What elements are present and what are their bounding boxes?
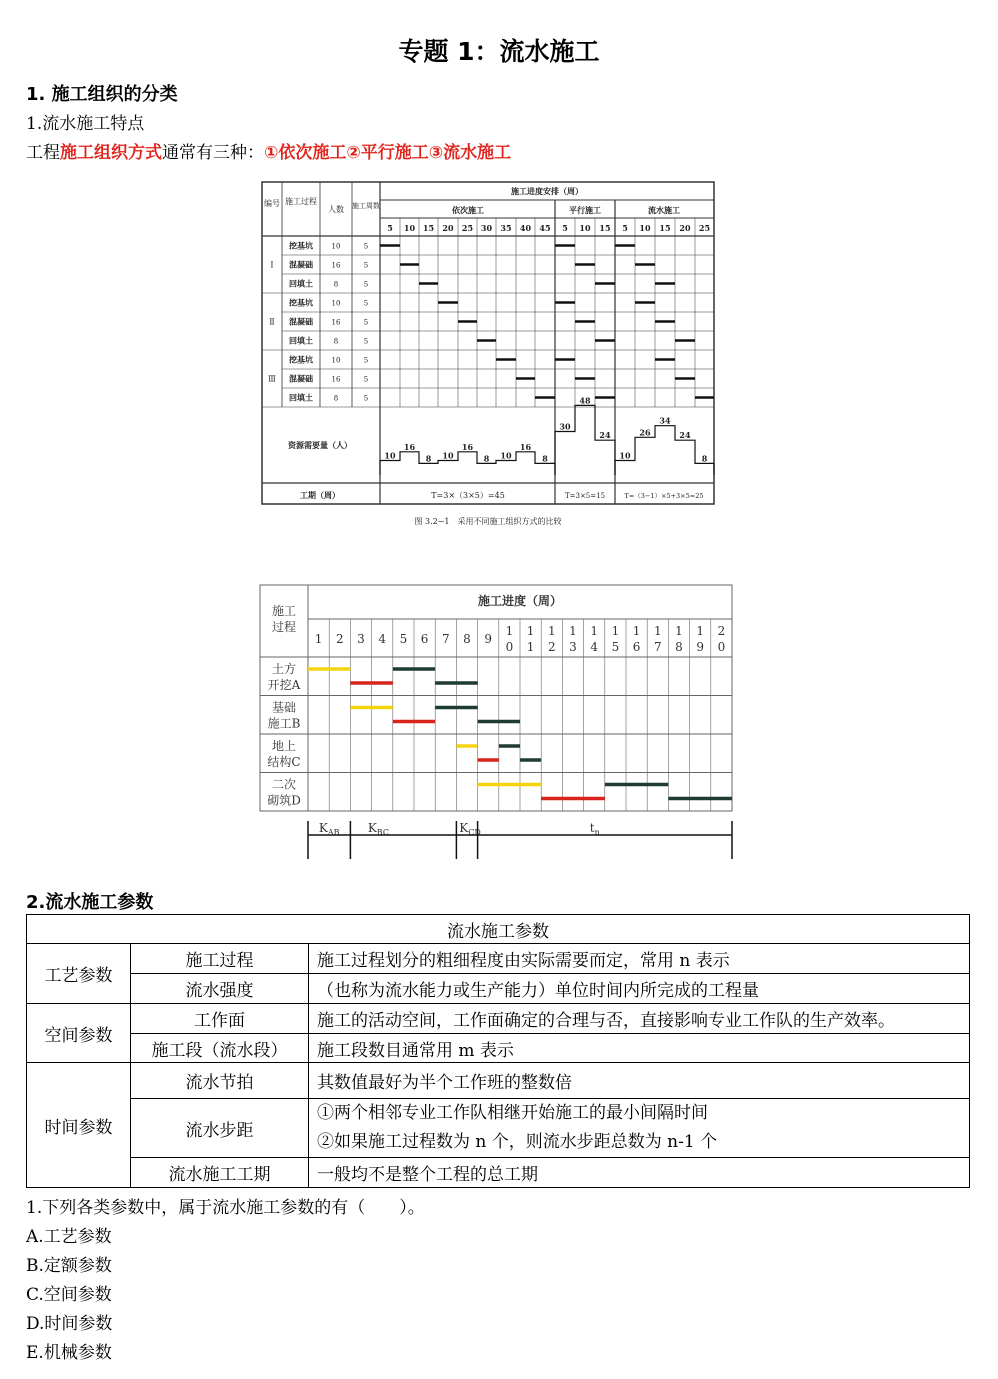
header-process: 施工过程 [285, 197, 317, 206]
header-weeks: 施工周数 [352, 202, 380, 210]
line-red-term: 施工组织方式 [60, 143, 162, 163]
tick-label: 5 [562, 223, 568, 233]
section1-heading: 1. 施工组织的分类 [26, 84, 178, 105]
week-label: 5 [611, 640, 620, 654]
resource-value: 48 [579, 395, 591, 406]
tn-label: $t_n$ [589, 821, 600, 837]
group-label: Ⅲ [268, 374, 276, 384]
week-label: 1 [675, 624, 683, 638]
tick-label: 5 [387, 223, 393, 233]
tick-label: 15 [422, 223, 435, 233]
option-c: C.空间参数 [26, 1285, 112, 1305]
option-a: A.工艺参数 [26, 1227, 112, 1247]
period-label: 工期（周） [300, 490, 340, 500]
row-weeks: 5 [363, 280, 369, 289]
week-label: 1 [526, 624, 535, 638]
row-weeks: 5 [363, 299, 369, 308]
resource-value: 24 [599, 430, 611, 441]
week-label: 1 [569, 624, 577, 638]
param-desc: 一般均不是整个工程的总工期 [309, 1158, 970, 1188]
resource-hist-parallel [555, 405, 615, 475]
param-name: 施工段（流水段） [131, 1034, 309, 1063]
resource-value: 34 [659, 415, 671, 426]
tick-label: 45 [539, 223, 551, 233]
params-table [26, 914, 970, 1188]
line-prefix: 工程 [26, 143, 60, 163]
section1-sub: 1.流水施工特点 [26, 114, 145, 134]
week-label: 1 [526, 640, 535, 654]
tick-label: 30 [480, 223, 493, 233]
group-craft: 工艺参数 [27, 944, 131, 1004]
step-line-2: ②如果施工过程数为 n 个，则流水步距总数为 n-1 个 [317, 1132, 718, 1152]
row-weeks: 5 [363, 261, 369, 270]
week-label: 2 [717, 624, 726, 638]
group-space: 空间参数 [27, 1004, 131, 1063]
step-line-1: ①两个相邻专业工作队相继开始施工的最小间隔时间 [317, 1103, 708, 1123]
page-title: 专题 1：流水施工 [398, 37, 600, 66]
tick-label: 5 [622, 223, 628, 233]
row-people: 10 [331, 299, 341, 308]
period-parallel: T=3×5=15 [564, 492, 606, 500]
group-time: 时间参数 [27, 1063, 131, 1188]
row-label-2: 施工B [267, 716, 301, 731]
resource-value: 8 [483, 453, 490, 464]
param-desc: 施工的活动空间，工作面确定的合理与否，直接影响专业工作队的生产效率。 [309, 1004, 970, 1034]
period-sequential: T=3×（3×5）=45 [431, 491, 505, 500]
option-e: E.机械参数 [26, 1343, 112, 1363]
week-label: 1 [505, 624, 514, 638]
week-label: 2 [335, 632, 344, 646]
group-parallel: 平行施工 [569, 205, 601, 215]
param-desc-multi [309, 1099, 970, 1158]
resource-value: 26 [639, 427, 651, 438]
header-process-2: 过程 [271, 620, 297, 634]
tick-label: 25 [698, 223, 711, 233]
resource-value: 10 [619, 450, 631, 461]
week-label: 1 [653, 624, 662, 638]
option-d: D.时间参数 [26, 1314, 113, 1334]
param-name: 流水施工工期 [131, 1158, 309, 1188]
row-weeks: 5 [363, 375, 369, 384]
row-weeks: 5 [363, 394, 369, 403]
row-process: 混凝础 [289, 373, 313, 384]
tick-label: 15 [659, 223, 671, 233]
row-people: 10 [331, 242, 341, 251]
param-name: 流水强度 [131, 974, 309, 1004]
tick-label: 20 [679, 223, 691, 233]
row-label-1: 二次 [271, 777, 297, 792]
row-people: 8 [333, 280, 339, 289]
row-process: 混凝础 [289, 259, 313, 270]
row-process: 挖基坑 [289, 354, 313, 365]
week-label: 1 [696, 624, 705, 638]
row-label-1: 基础 [271, 700, 297, 715]
row-people: 8 [333, 337, 339, 346]
week-label: 5 [399, 632, 408, 646]
week-label: 2 [547, 640, 556, 654]
params-table-title: 流水施工参数 [27, 915, 970, 944]
row-process: 挖基坑 [289, 297, 313, 308]
line-mid: 通常有三种： [162, 143, 264, 163]
param-desc: 其数值最好为半个工作班的整数倍 [309, 1063, 970, 1099]
row-process: 挖基坑 [289, 240, 313, 251]
tick-label: 15 [599, 223, 611, 233]
header-people: 人数 [328, 205, 344, 214]
option-b: B.定额参数 [26, 1256, 112, 1276]
row-process: 回填土 [289, 278, 313, 289]
row-label-1: 土方 [271, 662, 297, 676]
header-no: 编号 [264, 199, 280, 208]
row-weeks: 5 [363, 318, 369, 327]
week-label: 6 [632, 640, 641, 654]
row-process: 回填土 [289, 335, 313, 346]
flow-schedule-chart [258, 583, 736, 863]
week-label: 6 [420, 632, 429, 646]
param-name: 施工过程 [131, 944, 309, 974]
resource-value: 10 [500, 450, 512, 461]
row-label-2: 结构C [267, 755, 301, 769]
group-flow: 流水施工 [648, 205, 680, 215]
row-label-1: 地上 [271, 739, 297, 753]
line-red-methods: ①依次施工②平行施工③流水施工 [264, 143, 512, 163]
resource-value: 16 [461, 441, 474, 452]
resource-value: 8 [425, 453, 432, 464]
resource-label: 资源需要量（人） [288, 440, 352, 450]
week-label: 4 [590, 640, 599, 654]
resource-value: 24 [679, 430, 691, 441]
tick-label: 10 [579, 223, 591, 233]
param-name: 流水节拍 [131, 1063, 309, 1099]
row-people: 16 [331, 318, 341, 327]
row-people: 16 [331, 261, 341, 270]
row-label-2: 开挖A [267, 678, 301, 692]
row-label-2: 砌筑D [267, 793, 301, 808]
period-flow: T=（3−1）×5+3×5=25 [624, 492, 704, 500]
resource-value: 10 [442, 450, 454, 461]
week-label: 9 [696, 640, 705, 654]
week-label: 1 [611, 624, 620, 638]
question-stem: 1.下列各类参数中，属于流水施工参数的有（ ）。 [26, 1198, 425, 1218]
week-label: 1 [590, 624, 599, 638]
row-weeks: 5 [363, 356, 369, 365]
resource-value: 16 [403, 441, 416, 452]
header-schedule: 施工进度安排（周） [511, 186, 583, 196]
param-desc: （也称为流水能力或生产能力）单位时间内所完成的工程量 [309, 974, 970, 1004]
resource-value: 16 [519, 441, 532, 452]
resource-hist-sequential [380, 452, 555, 475]
comparison-figure [258, 178, 718, 538]
resource-value: 10 [384, 450, 396, 461]
row-weeks: 5 [363, 337, 369, 346]
header-process-1: 施工 [271, 604, 297, 618]
param-desc: 施工段数目通常用 m 表示 [309, 1034, 970, 1063]
week-label: 8 [463, 632, 471, 646]
group-label: Ⅱ [269, 317, 275, 327]
row-weeks: 5 [363, 242, 369, 251]
k-ab-label: $K_{AB}$ [318, 821, 340, 837]
k-cd-label: $K_{CD}$ [459, 821, 481, 837]
header-schedule: 施工进度（周） [477, 594, 563, 608]
k-bc-label: $K_{BC}$ [367, 821, 389, 837]
week-label: 9 [484, 632, 493, 646]
week-label: 1 [547, 624, 556, 638]
row-people: 8 [333, 394, 339, 403]
figure-caption: 图 3.2−1 采用不同施工组织方式的比较 [414, 517, 562, 526]
week-label: 3 [357, 632, 365, 646]
week-label: 0 [717, 640, 726, 654]
resource-value: 8 [701, 453, 708, 464]
tick-label: 10 [403, 223, 416, 233]
row-people: 16 [331, 375, 341, 384]
row-process: 回填土 [289, 392, 313, 403]
resource-value: 8 [542, 453, 548, 464]
org-methods-line [26, 138, 511, 163]
section2-heading: 2.流水施工参数 [26, 892, 154, 913]
row-people: 10 [331, 356, 341, 365]
group-sequential: 依次施工 [452, 205, 484, 215]
week-label: 0 [505, 640, 514, 654]
param-name: 流水步距 [131, 1099, 309, 1158]
param-name: 工作面 [131, 1004, 309, 1034]
row-process: 混凝础 [289, 316, 313, 327]
tick-label: 25 [461, 223, 474, 233]
week-label: 8 [675, 640, 683, 654]
tick-label: 10 [639, 223, 651, 233]
week-label: 3 [569, 640, 577, 654]
tick-label: 20 [442, 223, 454, 233]
resource-value: 30 [559, 421, 571, 432]
week-label: 7 [441, 632, 450, 646]
week-label: 4 [378, 632, 387, 646]
week-label: 1 [632, 624, 641, 638]
tick-label: 35 [500, 223, 512, 233]
param-desc: 施工过程划分的粗细程度由实际需要而定，常用 n 表示 [309, 944, 970, 974]
group-label: Ⅰ [270, 260, 274, 270]
week-label: 1 [314, 632, 323, 646]
week-label: 7 [653, 640, 662, 654]
tick-label: 40 [519, 223, 532, 233]
